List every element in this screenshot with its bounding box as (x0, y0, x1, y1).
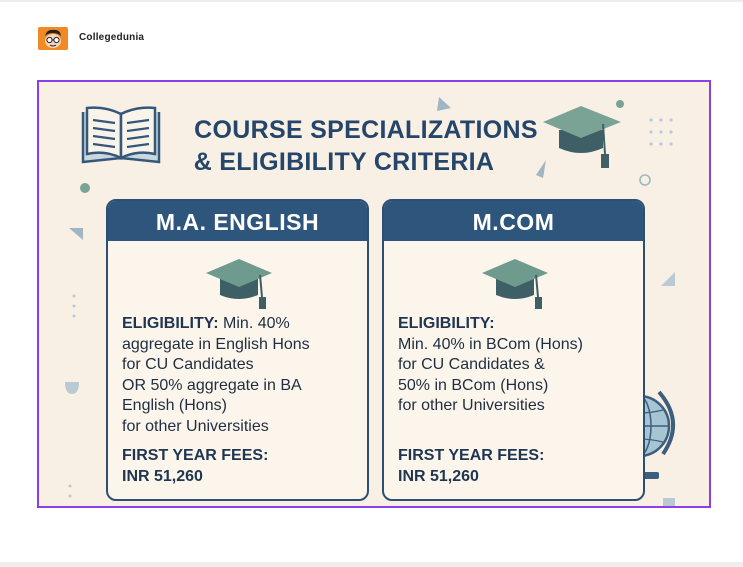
eligibility-text (122, 314, 357, 437)
card-title: M.COM (384, 201, 643, 241)
brand-logo[interactable] (38, 27, 68, 50)
eligibility-line: Min. 40% (218, 315, 290, 332)
eligibility-line: aggregate in English Hons (122, 335, 310, 353)
eligibility-line: for other Universities (122, 417, 269, 435)
fees-block (122, 445, 268, 487)
bottom-divider (0, 562, 743, 567)
top-divider (0, 0, 743, 2)
graduation-cap-icon (206, 257, 272, 311)
graduation-cap-icon (482, 257, 548, 311)
fees-value: INR 51,260 (122, 468, 203, 485)
eligibility-line: OR 50% aggregate in BA (122, 376, 302, 394)
poster-title-line1: COURSE SPECIALIZATIONS (194, 116, 538, 144)
course-card-mcom (382, 199, 645, 501)
card-title: M.A. ENGLISH (108, 201, 367, 241)
fees-label: FIRST YEAR FEES: (398, 447, 545, 464)
eligibility-label: ELIGIBILITY: (122, 315, 219, 332)
eligibility-label: ELIGIBILITY: (398, 315, 495, 332)
poster-title-line2: & ELIGIBILITY CRITERIA (193, 148, 495, 176)
course-card-ma-english (106, 199, 369, 501)
fees-value: INR 51,260 (398, 468, 479, 485)
fees-block (398, 445, 544, 487)
brand-name[interactable]: Collegedunia (79, 32, 145, 43)
eligibility-line: for CU Candidates & (398, 356, 545, 373)
eligibility-line: Min. 40% in BCom (Hons) (398, 335, 583, 353)
eligibility-line: English (Hons) (122, 397, 227, 414)
course-poster (37, 80, 711, 508)
eligibility-line: for CU Candidates (122, 356, 254, 373)
fees-label: FIRST YEAR FEES: (122, 447, 269, 464)
mascot-face-icon (38, 27, 68, 50)
eligibility-text (398, 314, 633, 417)
eligibility-line: for other Universities (398, 397, 545, 414)
eligibility-line: 50% in BCom (Hons) (398, 376, 549, 394)
